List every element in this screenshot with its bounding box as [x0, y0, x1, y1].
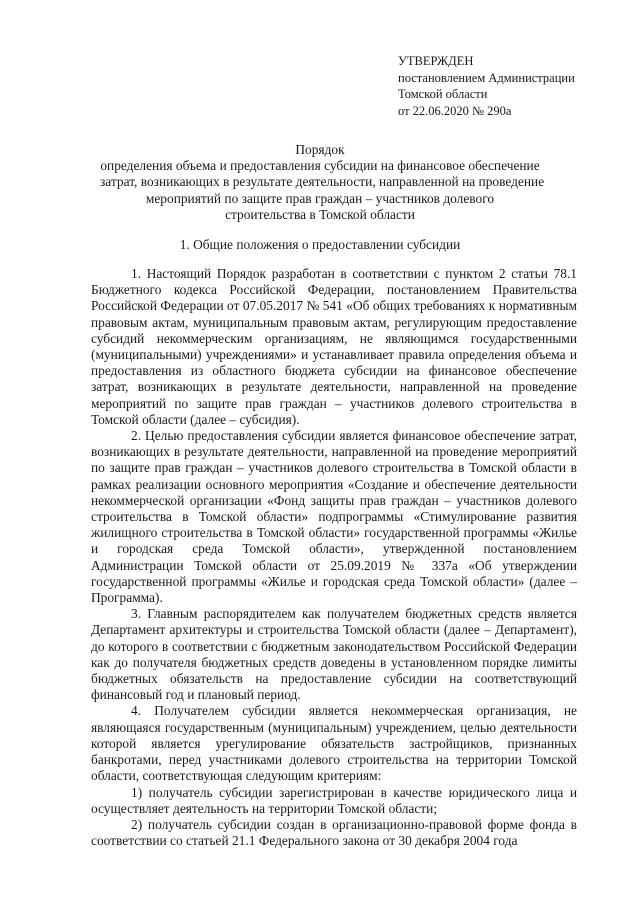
- document-subtitle-line: затрат, возникающих в результате деятельности, направленной на проведение: [100, 174, 545, 190]
- approval-region: Томской области: [398, 87, 488, 101]
- paragraph-1: 1. Настоящий Порядок разработан в соответствии с пунктом 2 статьи 78.1 Бюджетного кодекса Российской Федерации, постановлением Правительства Российской Федерации от 07.05.2017 № 541 «Об общих требованиях к нормативным правовым актам, муниципальным правовым актам, регулирующим предоставление субсидий некоммерческим организациям, не являющимся государственными (муниципальными) учреждениями» и устанавливает правила определения объема и предоставления из областного бюджета субсидии на финансовое обеспечение затрат, возникающих в результате деятельности, направленной на проведение мероприятий по защите прав граждан – участников долевого строительства в Томской области (далее – субсидия).: [91, 266, 577, 427]
- paragraph-4: 4. Получателем субсидии является некоммерческая организация, не являющаяся государственным (муниципальным) учреждением, целью деятельности которой является урегулирование обязательств застройщиков, признанных банкротами, перед участниками долевого строительства на территории Томской области, соответствующая следующим критериям:: [91, 703, 577, 784]
- paragraph-3: 3. Главным распорядителем как получателем бюджетных средств является Департамент архитектуры и строительства Томской области (далее – Департамент), до которого в соответствии с бюджетным законодательством Российской Федерации как до получателя бюджетных средств доведены в установленном порядке лимиты бюджетных обязательств на предоставление субсидии на соответствующий финансовый год и плановый период.: [91, 606, 577, 703]
- list-item-1: 1) получатель субсидии зарегистрирован в качестве юридического лица и осуществляет деятельность на территории Томской области;: [91, 784, 577, 816]
- document-heading: [100, 142, 545, 223]
- approval-authority: постановлением Администрации: [398, 70, 575, 85]
- document-title: Порядок: [295, 142, 345, 157]
- approval-status: УТВЕРЖДЕН: [398, 54, 474, 68]
- document-subtitle-line: строительства в Томской области: [225, 206, 415, 222]
- document-subtitle-line: мероприятий по защите прав граждан – участников долевого: [145, 190, 495, 206]
- document-body: [91, 266, 577, 849]
- paragraph-2: 2. Целью предоставления субсидии является финансовое обеспечение затрат, возникающих в результате деятельности, направленной на проведение мероприятий по защите прав граждан – участников долевого строительства в Томской области в рамках реализации основного мероприятия «Создание и обеспечение деятельности некоммерческой организации «Фонд защиты прав граждан – участников долевого строительства в Томской области» подпрограммы «Стимулирование развития жилищного строительства в Томской области» государственной программы «Жилье и городская среда Томской области», утвержденной постановлением Администрации Томской области от 25.09.2019 № 337а «Об утверждении государственной программы «Жилье и городская среда Томской области» (далее – Программа).: [91, 428, 577, 606]
- section-title: 1. Общие положения о предоставлении субсидии: [179, 237, 461, 252]
- approval-date-number: от 22.06.2020 № 290а: [398, 103, 512, 118]
- list-item-2: 2) получатель субсидии создан в организационно-правовой форме фонда в соответствии со статьей 21.1 Федерального закона от 30 декабря 2004 года: [91, 816, 577, 849]
- document-subtitle-line: определения объема и предоставления субсидии на финансовое обеспечение: [100, 158, 540, 174]
- approval-stamp: [398, 53, 575, 119]
